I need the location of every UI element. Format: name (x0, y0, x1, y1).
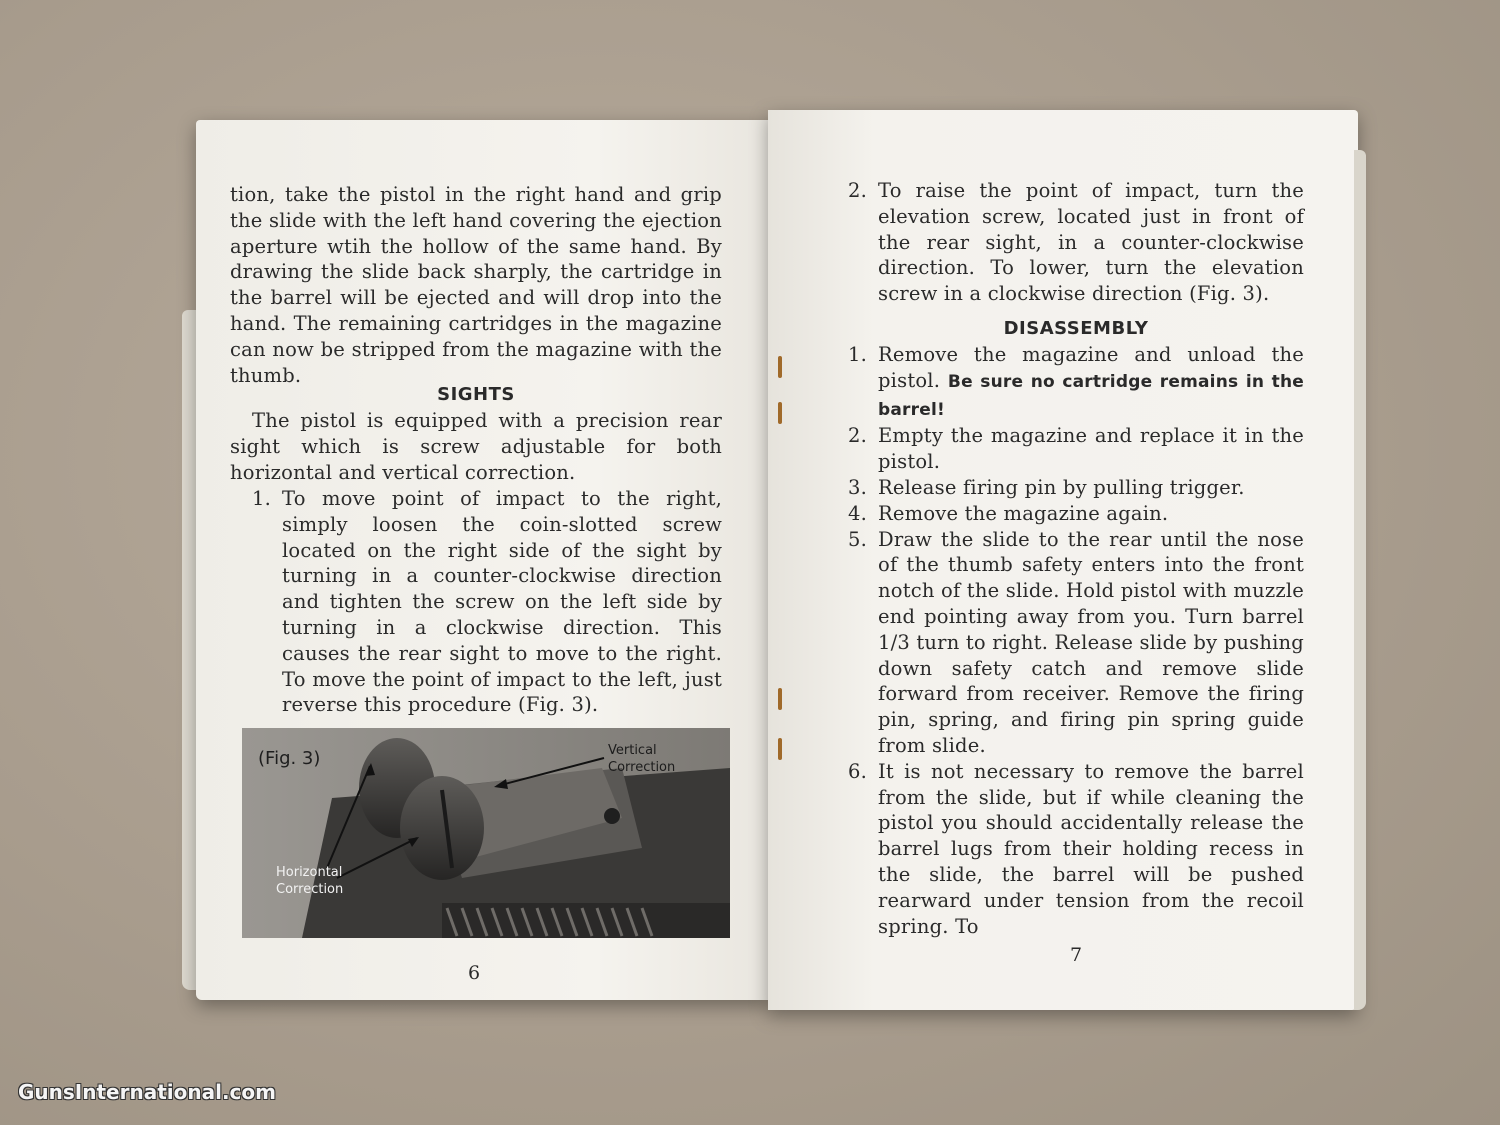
left-page (196, 120, 768, 1000)
list-number: 1. (252, 487, 272, 510)
disassembly-heading: DISASSEMBLY (1003, 318, 1149, 339)
staple (778, 688, 782, 710)
booklet-edge-right (1354, 150, 1366, 1010)
list-item (848, 178, 1304, 307)
right-page (768, 110, 1358, 1010)
warning-text: Be sure no cartridge remains in the barrel! (878, 371, 1304, 420)
list-item: 3. Release firing pin by pulling trigger. (848, 475, 1245, 499)
figure-3-rear-sight-photo (242, 728, 730, 938)
staple (778, 738, 782, 760)
sights-paragraph: The pistol is equipped with a precision rear sight which is screw adjustable for both horizontal and vertical correction. (230, 409, 722, 484)
sights-heading: SIGHTS (437, 384, 515, 405)
list-item: 2. Empty the magazine and replace it in the pistol. (848, 424, 1304, 474)
page-number-left: 6 (468, 962, 481, 984)
staple (778, 402, 782, 424)
left-intro-paragraph: tion, take the pistol in the right hand and grip the slide with the left hand covering the ejection aperture wtih the hollow of the same hand. By drawing the slide back sharply, the cartridge in the barrel will be ejected and will drop into the hand. The remaining cartridges in the magazine can now be stripped from the magazine with the thumb. (230, 183, 722, 387)
list-number: 2. (848, 179, 868, 202)
list-item (252, 486, 722, 718)
staple (778, 356, 782, 378)
sights-item-1 (252, 486, 722, 718)
watermark-logo: GunsInternational.com (18, 1080, 276, 1104)
list-item: 4. Remove the magazine again. (848, 501, 1169, 525)
horizontal-correction-label: Horizontal Correction (276, 865, 344, 897)
figure-caption: (Fig. 3) (258, 748, 321, 769)
list-item: 6. It is not necessary to remove the barrel from the slide, but if while cleaning the pistol you should accidentally release the barrel lugs from their holding recess in the slide, the barrel will be pushed rearward under tension from the recoil spring. To (848, 759, 1304, 938)
page-number-right: 7 (1070, 944, 1083, 966)
list-text: To raise the point of impact, turn the elevation screw, located just in front of the rear sight, in a counter-clockwise direction. To lower, turn the elevation screw in a clockwise direction (Fig. 3). (878, 179, 1304, 306)
list-item: 5. Draw the slide to the rear until the nose of the thumb safety enters into the front notch of the slide. Hold pistol with muzzle end pointing away from you. Turn barrel 1/3 turn to right. Release slide by pushing down safety catch and remove slide forward from receiver. Remove the firing pin, spring, and firing pin spring guide from slide. (848, 527, 1304, 757)
disassembly-steps (848, 342, 1304, 939)
vertical-correction-label: Vertical Correction (608, 743, 676, 775)
open-booklet (182, 110, 1358, 1015)
sights-item-2 (848, 178, 1304, 307)
list-text: To move point of impact to the right, simply loosen the coin-slotted screw located on the right side of the sight by turning in a counter-clockwise direction and tighten the screw on the left side by turning in a clockwise direction. This causes the rear sight to move to the right. To move the point of impact to the left, just reverse this procedure (Fig. 3). (282, 487, 722, 717)
list-item: 1. Remove the magazine and unload the pistol. Be sure no cartridge remains in the barrel! (848, 343, 1304, 420)
